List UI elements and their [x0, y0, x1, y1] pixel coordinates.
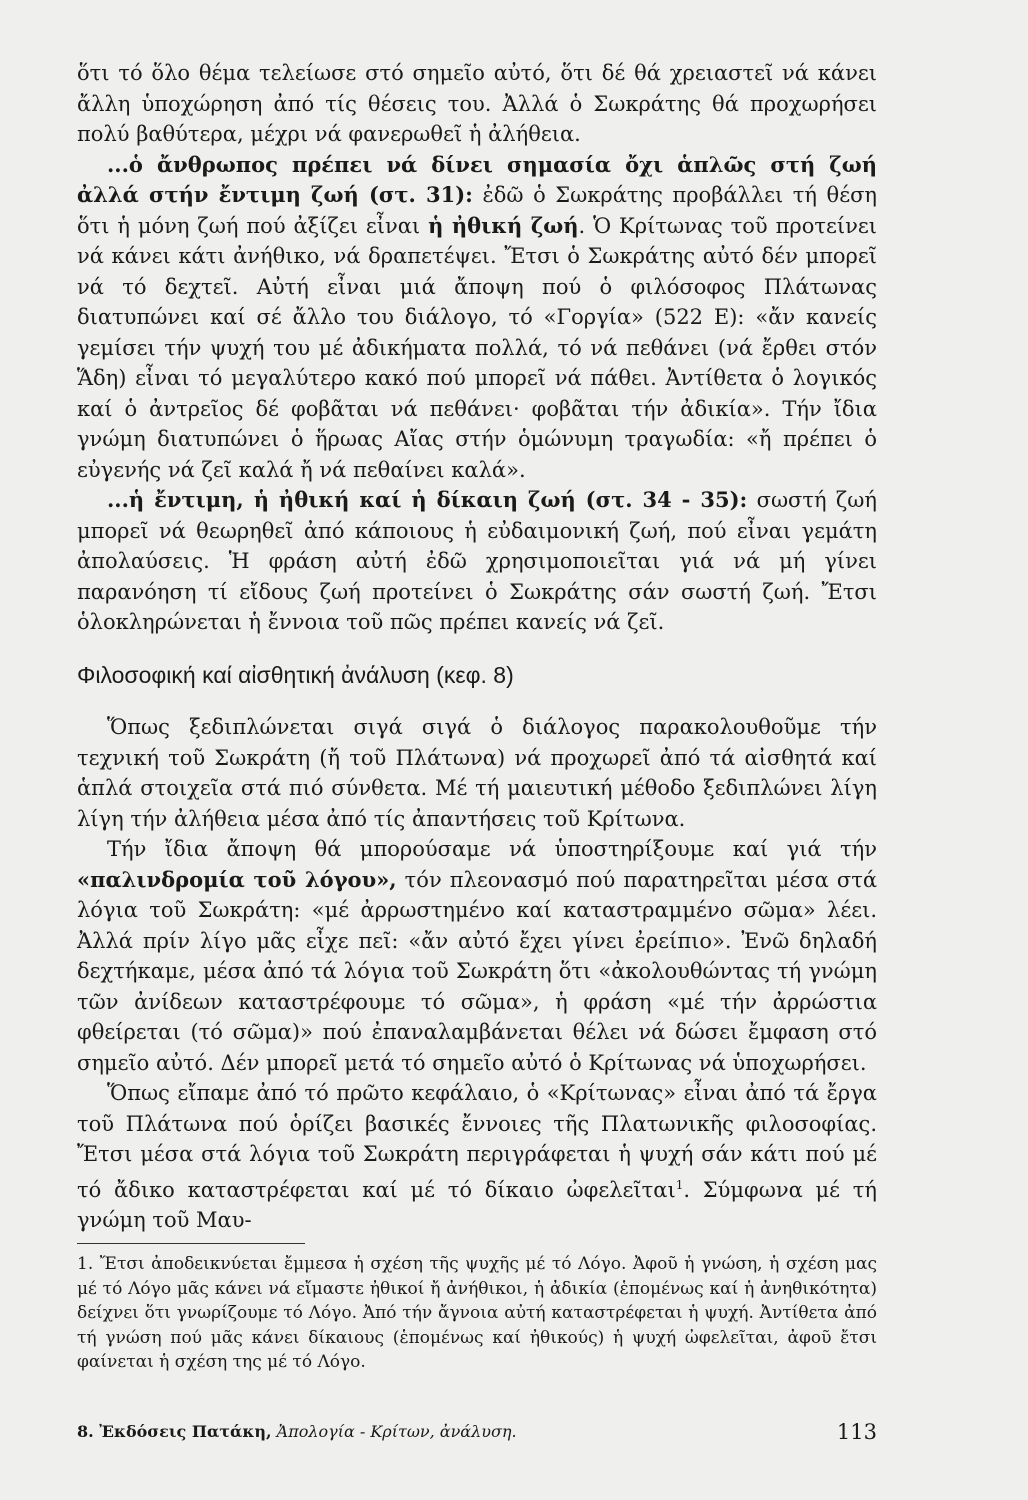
- bold-lemma: ...ἡ ἔντιμη, ἡ ἠθική καί ἡ δίκαιη ζωή (στ. 34 - 35):: [107, 487, 748, 512]
- text-block-top: [77, 58, 877, 638]
- paragraph: Ὅπως ξεδιπλώνεται σιγά σιγά ὁ διάλογος παρακολουθοῦμε τήν τεχνική τοῦ Σωκράτη (ἤ τοῦ Πλάτωνα) νά προχωρεῖ ἀπό τά αἰσθητά καί ἁπλά στοιχεῖα στά πιό σύνθετα. Μέ τή μαιευτική μέθοδο ξεδιπλώνει λίγη λίγη τήν ἀλήθεια μέσα ἀπό τίς ἀπαντήσεις τοῦ Κρίτωνα.: [77, 715, 877, 831]
- paragraph: Τήν ἴδια ἄποψη θά μπορούσαμε νά ὑποστηρίξουμε καί γιά τήν «παλινδρομία τοῦ λόγου», τόν πλεονασμό πού παρατηρεῖται μέσα στά λόγια τοῦ Σωκράτη: «μέ ἀρρωστημένο καί καταστραμμένο σῶμα» λέει. Ἀλλά πρίν λίγο μᾶς εἶχε πεῖ: «ἄν αὐτό ἔχει γίνει ἐρείπιο». Ἐνῶ δηλαδή δεχτήκαμε, μέσα ἀπό τά λόγια τοῦ Σωκράτη ὅτι «ἀκολουθώντας τή γνώμη τῶν ἀνίδεων καταστρέφουμε τό σῶμα», ἡ φράση «μέ τήν ἀρρώστια φθείρεται (τό σῶμα)» πού ἐπαναλαμβάνεται θέλει νά δώσει ἔμφαση στό σημεῖο αὐτό. Δέν μπορεῖ μετά τό σημεῖο αὐτό ὁ Κρίτωνας νά ὑποχωρήσει.: [77, 837, 877, 1075]
- bold-term: «παλινδρομία τοῦ λόγου»,: [77, 866, 397, 892]
- text-block-bottom: [77, 712, 877, 1236]
- footnote-divider: [77, 1243, 305, 1244]
- footer-publisher: 8. Ἐκδόσεις Πατάκη,: [77, 1422, 272, 1441]
- page-footer: [77, 1422, 877, 1452]
- footnote-ref: 1: [675, 1177, 684, 1192]
- footnote-text: Ἔτσι ἀποδεικνύεται ἔμμεσα ἡ σχέση τῆς ψυχῆς μέ τό Λόγο. Ἀφοῦ ἡ γνώση, ἡ σχέση μας μέ τό Λόγο μᾶς κάνει νά εἴμαστε ἠθικοί ἤ ἀνήθικοι, ἡ ἀδικία (ἑπομένως καί ἡ ἀνηθικότητα) δείχνει ὅτι γνωρίζουμε τό Λόγο. Ἀπό τήν ἄγνοια αὐτή καταστρέφεται ἡ ψυχή. Ἀντίθετα ἀπό τή γνώση πού μᾶς κάνει δίκαιους (ἑπομένως καί ἠθικούς) ἡ ψυχή ὠφελεῖται, ἀφοῦ ἔτσι φαίνεται ἡ σχέση της μέ τό Λόγο.: [77, 1254, 877, 1372]
- paragraph: ...ἡ ἔντιμη, ἡ ἠθική καί ἡ δίκαιη ζωή (στ. 34 - 35): σωστή ζωή μπορεῖ νά θεωρηθεῖ ἀπό κάποιους ἡ εὐδαιμονική ζωή, πού εἶναι γεμάτη ἀπολαύσεις. Ἡ φράση αὐτή ἐδῶ χρησιμοποιεῖται γιά νά μή γίνει παρανόηση τί εἴδους ζωή προτείνει ὁ Σωκράτης σάν σωστή ζωή. Ἔτσι ὁλοκληρώνεται ἡ ἔννοια τοῦ πῶς πρέπει κανείς νά ζεῖ.: [77, 487, 878, 634]
- footnote-number: 1.: [77, 1254, 94, 1274]
- section-heading: Φιλοσοφική καί αἰσθητική ἀνάλυση (κεφ. 8): [77, 662, 514, 688]
- paragraph: ὅτι τό ὅλο θέμα τελείωσε στό σημεῖο αὐτό, ὅτι δέ θά χρειαστεῖ νά κάνει ἄλλη ὑποχώρηση ἀπό τίς θέσεις του. Ἀλλά ὁ Σωκράτης θά προχωρήσει πολύ βαθύτερα, μέχρι νά φανερωθεῖ ἡ ἀλήθεια.: [77, 61, 877, 146]
- paragraph: ...ὁ ἄνθρωπος πρέπει νά δίνει σημασία ὄχι ἁπλῶς στή ζωή ἀλλά στήν ἔντιμη ζωή (στ. 31): ἐδῶ ὁ Σωκράτης προβάλλει τή θέση ὅτι ἡ μόνη ζωή πού ἀξίζει εἶναι ἡ ἠθική ζωή. Ὁ Κρίτωνας τοῦ προτείνει νά κάνει κάτι ἀνήθικο, νά δραπετέψει. Ἔτσι ὁ Σωκράτης αὐτό δέν μπορεῖ νά τό δεχτεῖ. Αὐτή εἶναι μιά ἄποψη πού ὁ φιλόσοφος Πλάτωνας διατυπώνει καί σέ ἄλλο του διάλογο, τό «Γοργία» (522 Ε): «ἄν κανείς γεμίσει τήν ψυχή του μέ ἀδικήματα πολλά, τό νά πεθάνει (νά ἔρθει στόν Ἅδη) εἶναι τό μεγαλύτερο κακό πού μπορεῖ νά πάθει. Ἀντίθετα ὁ λογικός καί ὁ ἀντρεῖος δέ φοβᾶται νά πεθάνει· φοβᾶται τήν ἀδικία». Τήν ἴδια γνώμη διατυπώνει ὁ ἥρωας Αἴας στήν ὁμώνυμη τραγωδία: «ἤ πρέπει ὁ εὐγενής νά ζεῖ καλά ἤ νά πεθαίνει καλά».: [77, 151, 877, 482]
- paragraph: Ὅπως εἴπαμε ἀπό τό πρῶτο κεφάλαιο, ὁ «Κρίτωνας» εἶναι ἀπό τά ἔργα τοῦ Πλάτωνα πού ὁρίζει βασικές ἔννοιες τῆς Πλατωνικῆς φιλοσοφίας. Ἔτσι μέσα στά λόγια τοῦ Σωκράτη περιγράφεται ἡ ψυχή σάν κάτι πού μέ τό ἄδικο καταστρέφεται καί μέ τό δίκαιο ὠφελεῖται$^1$. Σύμφωνα μέ τή γνώμη τοῦ Μαυ-: [77, 1081, 877, 1232]
- bold-lemma: ...ὁ ἄνθρωπος πρέπει νά δίνει σημασία ὄχι ἁπλῶς στή ζωή ἀλλά στήν ἔντιμη ζωή (στ. 31):: [77, 151, 877, 207]
- footer-book-title: Ἀπολογία - Κρίτων, ἀνάλυση.: [271, 1422, 517, 1441]
- bold-term: ἡ ἠθική ζωή: [428, 212, 579, 238]
- page-number: 113: [836, 1420, 877, 1444]
- footnote: [77, 1252, 877, 1375]
